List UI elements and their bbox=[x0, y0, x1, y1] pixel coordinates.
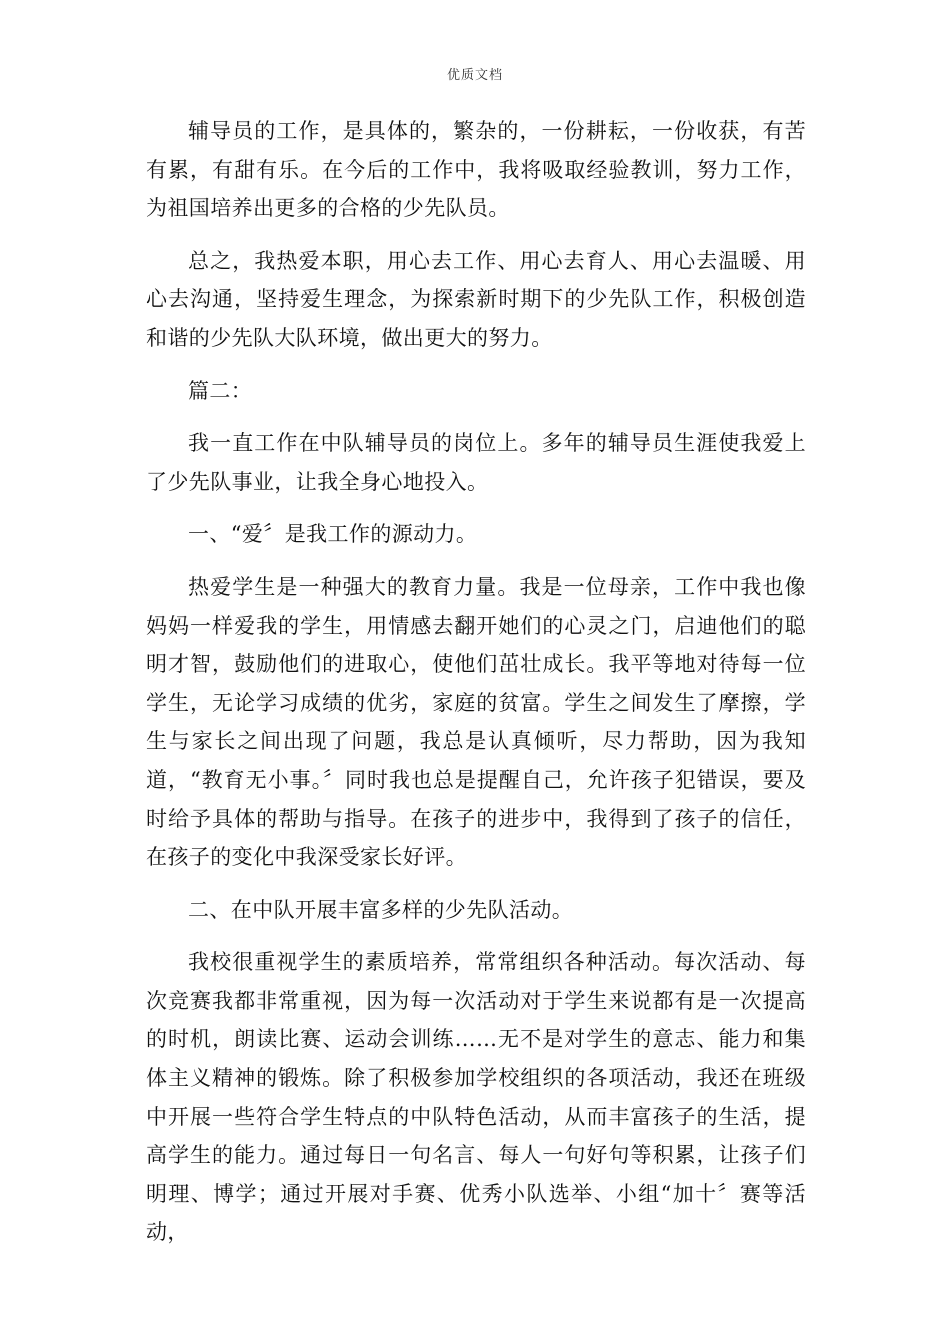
paragraph: 辅导员的工作，是具体的，繁杂的，一份耕耘，一份收获，有苦有累，有甜有乐。在今后的工作中，我将吸取经验教训，努力工作，为祖国培养出更多的合格的少先队员。 bbox=[146, 119, 806, 221]
section-heading: 二、在中队开展丰富多样的少先队活动。 bbox=[188, 897, 574, 922]
page-header: 优质文档 bbox=[446, 68, 503, 83]
section-heading: 一、“爱〞是我工作的源动力。 bbox=[188, 522, 478, 547]
paragraph: 我校很重视学生的素质培养，常常组织各种活动。每次活动、每次竞赛我都非常重视，因为每一次活动对于学生来说都有是一次提高的时机，朗读比赛、运动会训练……无不是对学生的意志、能力和集体主义精神的锻炼。除了积极参加学校组织的各项活动，我还在班级中开展一些符合学生特点的中队特色活动，从而丰富孩子的生活，提高学生的能力。通过每日一句名言、每人一句好句等积累，让孩子们明理、博学；通过开展对手赛、优秀小队选举、小组“加十〞赛等活动， bbox=[146, 950, 806, 1245]
paragraph: 我一直工作在中队辅导员的岗位上。多年的辅导员生涯使我爱上了少先队事业，让我全身心地投入。 bbox=[146, 431, 806, 494]
paragraph: 总之，我热爱本职，用心去工作、用心去育人、用心去温暖、用心去沟通，坚持爱生理念，为探索新时期下的少先队工作，积极创造和谐的少先队大队环境，做出更大的努力。 bbox=[146, 248, 806, 350]
document-body bbox=[146, 112, 806, 1266]
section-heading: 篇二： bbox=[188, 378, 253, 403]
paragraph: 热爱学生是一种强大的教育力量。我是一位母亲，工作中我也像妈妈一样爱我的学生，用情感去翻开她们的心灵之门，启迪他们的聪明才智，鼓励他们的进取心，使他们茁壮成长。我平等地对待每一位学生，无论学习成绩的优劣，家庭的贫富。学生之间发生了摩擦，学生与家长之间出现了问题，我总是认真倾听，尽力帮助，因为我知道，“教育无小事。〞同时我也总是提醒自己，允许孩子犯错误，要及时给予具体的帮助与指导。在孩子的进步中，我得到了孩子的信任，在孩子的变化中我深受家长好评。 bbox=[146, 574, 806, 870]
